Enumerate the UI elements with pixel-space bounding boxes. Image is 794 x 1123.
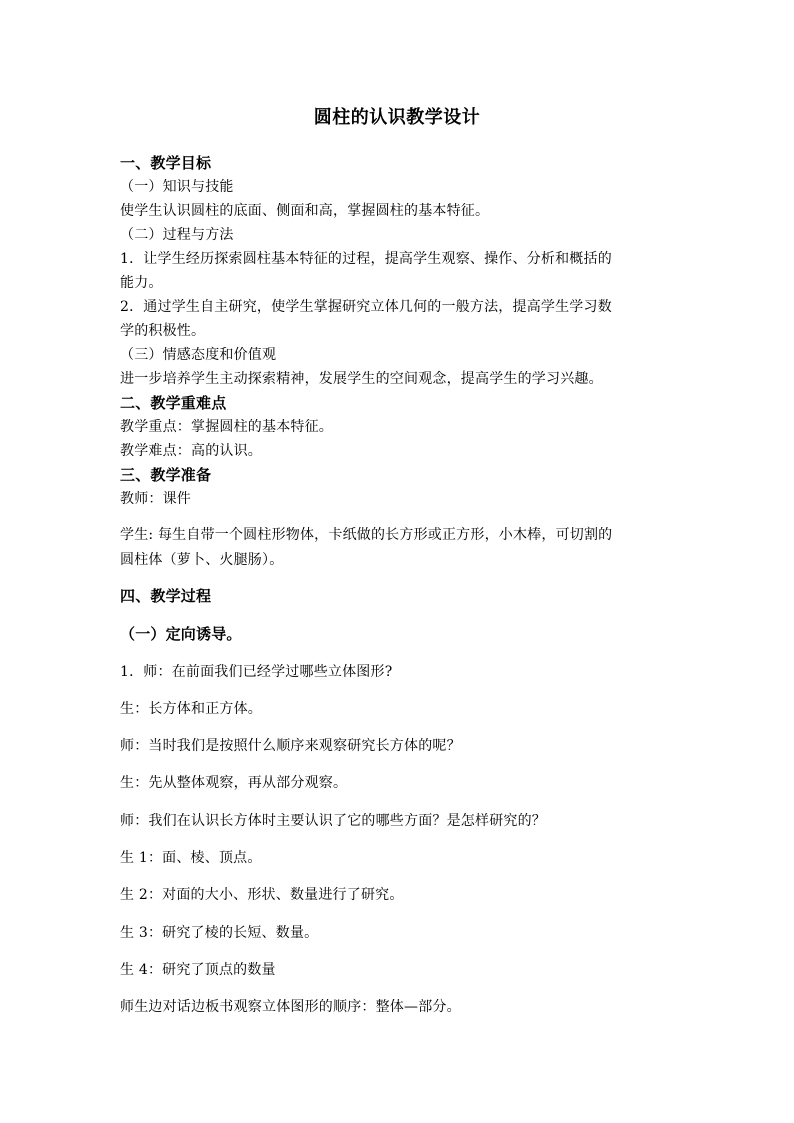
paragraph-line: 学的积极性。 bbox=[120, 323, 206, 339]
subsection-heading: （一）知识与技能 bbox=[120, 179, 234, 195]
paragraph-line: 1．让学生经历探索圆柱基本特征的过程，提高学生观察、操作、分析和概括的 bbox=[120, 251, 612, 267]
document-title: 圆柱的认识教学设计 bbox=[313, 107, 481, 128]
section-heading-process: 四、教学过程 bbox=[120, 587, 212, 605]
paragraph-line: 使学生认识圆柱的底面、侧面和高，掌握圆柱的基本特征。 bbox=[120, 203, 490, 219]
dialogue-line: 1．师：在前面我们已经学过哪些立体图形? bbox=[120, 664, 393, 680]
paragraph-line: 教学重点：掌握圆柱的基本特征。 bbox=[120, 419, 333, 435]
paragraph-line: 学生: 每生自带一个圆柱形物体，卡纸做的长方形或正方形，小木棒，可切割的 bbox=[120, 527, 613, 543]
paragraph-line: 2．通过学生自主研究，使学生掌握研究立体几何的一般方法，提高学生学习数 bbox=[120, 299, 612, 315]
dialogue-line: 师生边对话边板书观察立体图形的顺序：整体—部分。 bbox=[120, 999, 461, 1015]
subsection-heading-bold: （一）定向诱导。 bbox=[120, 625, 242, 643]
dialogue-line: 师：当时我们是按照什么顺序来观察研究长方体的呢？ bbox=[120, 738, 461, 754]
dialogue-line: 生 4：研究了顶点的数量 bbox=[120, 962, 276, 978]
dialogue-line: 生：先从整体观察，再从部分观察。 bbox=[120, 775, 348, 791]
section-heading-preparation: 三、教学准备 bbox=[120, 466, 212, 484]
dialogue-line: 生 2：对面的大小、形状、数量进行了研究。 bbox=[120, 887, 404, 903]
dialogue-line: 生 1：面、棱、顶点。 bbox=[120, 850, 262, 866]
paragraph-line: 圆柱体（萝卜、火腿肠）。 bbox=[120, 552, 284, 568]
section-heading-key-points: 二、教学重难点 bbox=[120, 394, 227, 412]
subsection-heading: （二）过程与方法 bbox=[120, 227, 234, 243]
dialogue-line: 生 3：研究了棱的长短、数量。 bbox=[120, 925, 319, 941]
paragraph-line: 进一步培养学生主动探索精神，发展学生的空间观念，提高学生的学习兴趣。 bbox=[120, 371, 603, 387]
paragraph-line: 教学难点：高的认识。 bbox=[120, 443, 262, 459]
paragraph-line: 教师：课件 bbox=[120, 491, 191, 507]
section-heading-goals: 一、教学目标 bbox=[120, 154, 212, 172]
paragraph-line: 能力。 bbox=[120, 275, 163, 291]
dialogue-line: 生：长方体和正方体。 bbox=[120, 701, 262, 717]
dialogue-line: 师：我们在认识长方体时主要认识了它的哪些方面？是怎样研究的？ bbox=[120, 813, 546, 829]
subsection-heading: （三）情感态度和价值观 bbox=[120, 347, 277, 363]
